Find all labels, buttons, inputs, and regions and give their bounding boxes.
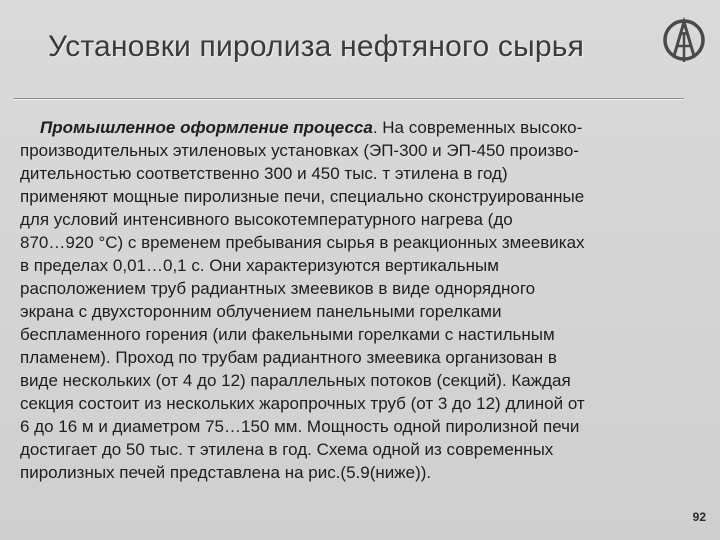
text-line: дительностью соответственно 300 и 450 тыс. т этилена в год) bbox=[20, 164, 508, 183]
page-number: 92 bbox=[692, 510, 706, 524]
university-emblem-icon bbox=[660, 12, 708, 68]
text-line: беспламенного горения (или факельными горелками с настильным bbox=[20, 325, 555, 344]
text-line: для условий интенсивного высокотемпературного нагрева (до bbox=[20, 210, 513, 229]
text-line: применяют мощные пиролизные печи, специально сконструированные bbox=[20, 187, 585, 206]
text-line: 6 до 16 м и диаметром 75…150 мм. Мощность одной пиролизной печи bbox=[20, 417, 580, 436]
body-paragraph bbox=[20, 116, 692, 484]
text-line: производительных этиленовых установках (ЭП-300 и ЭП-450 произво- bbox=[20, 141, 579, 160]
title-divider bbox=[14, 98, 684, 99]
text-line: виде нескольких (от 4 до 12) параллельных потоков (секций). Каждая bbox=[20, 371, 571, 390]
text-line: в пределах 0,01…0,1 с. Они характеризуются вертикальным bbox=[20, 256, 499, 275]
lead-term: Промышленное оформление процесса bbox=[40, 118, 373, 137]
text-line: пиролизных печей представлена на рис.(5.9(ниже)). bbox=[20, 463, 432, 482]
slide-title: Установки пиролиза нефтяного сырья bbox=[48, 30, 585, 63]
text-line: 870…920 °С) с временем пребывания сырья в реакционных змеевиках bbox=[20, 233, 585, 252]
text-line-continuation: . На современных высоко- bbox=[372, 118, 583, 137]
text-line: экрана с двухсторонним облучением панельными горелками bbox=[20, 302, 502, 321]
text-line bbox=[20, 116, 692, 139]
text-line: достигает до 50 тыс. т этилена в год. Схема одной из современных bbox=[20, 440, 554, 459]
text-line: расположением труб радиантных змеевиков в виде однорядного bbox=[20, 279, 536, 298]
text-line: пламенем). Проход по трубам радиантного змеевика организован в bbox=[20, 348, 557, 367]
text-line: секция состоит из нескольких жаропрочных труб (от 3 до 12) длиной от bbox=[20, 394, 585, 413]
